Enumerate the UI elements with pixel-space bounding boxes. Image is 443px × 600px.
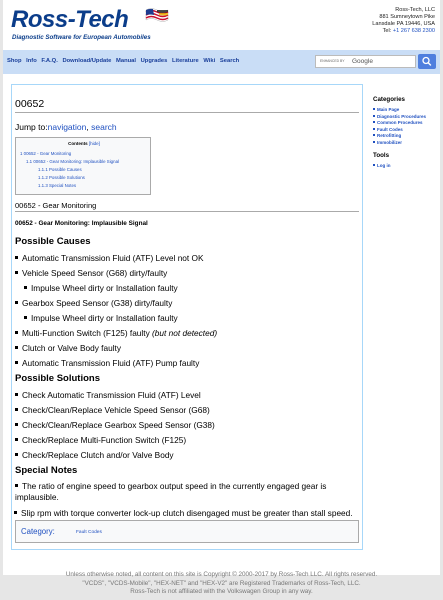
category-box — [15, 520, 359, 543]
search-enhanced-label: ENHANCED BY — [320, 59, 345, 63]
subsection-heading: 00652 - Gear Monitoring: Implausible Signal — [15, 220, 148, 227]
list-item — [15, 358, 199, 368]
bullet — [15, 301, 18, 304]
company-address — [372, 7, 435, 35]
list-item-text: Impulse Wheel dirty or Installation faulty — [31, 313, 178, 323]
list-item — [15, 450, 174, 460]
jump-to — [15, 122, 117, 132]
sidebar-item-label: Immobilizer — [377, 139, 403, 145]
list-item-text: Check/Replace Multi-Function Switch (F125) — [22, 435, 187, 445]
list-item — [15, 298, 172, 308]
list-item — [15, 328, 217, 338]
solutions-heading: Possible Solutions — [15, 373, 100, 384]
search-button[interactable] — [418, 54, 436, 69]
list-item-text: Check Automatic Transmission Fluid (ATF) Level — [22, 390, 201, 400]
bullet — [15, 346, 18, 349]
sidebar-item-label: Log in — [377, 163, 391, 168]
bullet-icon — [373, 121, 375, 123]
list-item-text: Vehicle Speed Sensor (G68) dirty/faulty — [22, 268, 168, 278]
sidebar-tools-title: Tools — [373, 152, 390, 159]
nav-upgrades[interactable]: Upgrades — [140, 58, 168, 64]
bullet — [15, 256, 18, 259]
bullet — [15, 484, 18, 487]
site-tagline: Diagnostic Software for European Automobiles — [12, 34, 151, 41]
site-header — [3, 0, 440, 50]
list-item-text: Slip rpm with torque converter lock-up clutch disengaged must be greater than stall speed. — [21, 508, 353, 518]
toc-item[interactable]: 1.1.1 Possible Causes — [38, 167, 82, 172]
bullet — [15, 361, 18, 364]
jump-search-link[interactable]: search — [91, 122, 117, 132]
list-item-text: Impulse Wheel dirty or Installation faulty — [31, 283, 178, 293]
list-item-text: Check/Clean/Replace Gearbox Speed Sensor (G38) — [22, 420, 215, 430]
notes-heading: Special Notes — [15, 465, 78, 476]
nav-links — [7, 58, 242, 64]
jump-navigation-link[interactable]: navigation — [47, 122, 87, 132]
bullet — [15, 408, 18, 411]
bullet — [24, 286, 27, 289]
nav-download[interactable]: Download/Update — [62, 58, 112, 64]
list-item-text: Gearbox Speed Sensor (G38) dirty/faulty — [22, 298, 173, 308]
sidebar-item-label: Common Procedures — [377, 120, 423, 125]
phone-line — [372, 28, 435, 35]
bullet — [15, 423, 18, 426]
list-item-text: The ratio of engine speed to gearbox output speed in the currently engaged gear is implausible. — [15, 481, 327, 502]
list-item-text: Multi-Function Switch (F125) faulty — [22, 328, 150, 338]
list-item — [24, 283, 178, 293]
footer-line: Ross-Tech is not affiliated with the Volkswagen Group in any way. — [130, 588, 313, 595]
ross-tech-logo[interactable]: Ross-Tech — [11, 6, 129, 33]
footer-line: "VCDS", "VCDS-Mobile", "HEX-NET" and "HEX-V2" are Registered Trademarks of Ross-Tech, LLC. — [82, 579, 361, 587]
bullet — [15, 453, 18, 456]
list-item — [24, 313, 178, 323]
site-footer — [0, 571, 443, 597]
search-google-label: Google — [352, 58, 373, 65]
section-heading: 00652 - Gear Monitoring — [15, 201, 97, 210]
toc-item[interactable]: 1 00652 - Gear Monitoring — [20, 151, 72, 156]
bullet — [15, 331, 18, 334]
main-content — [11, 84, 363, 550]
search-input[interactable] — [315, 55, 416, 68]
list-item — [15, 253, 204, 263]
list-item — [15, 343, 121, 353]
sidebar-item-immobilizer[interactable] — [373, 140, 437, 147]
nav-faq[interactable]: F.A.Q. — [41, 58, 58, 64]
page-frame — [3, 0, 440, 575]
causes-heading: Possible Causes — [15, 236, 91, 247]
list-item-text: Automatic Transmission Fluid (ATF) Pump faulty — [22, 358, 200, 368]
bullet-icon — [373, 141, 375, 143]
bullet-icon — [373, 115, 375, 117]
nav-shop[interactable]: Shop — [7, 58, 22, 64]
bullet — [24, 316, 27, 319]
nav-manual[interactable]: Manual — [116, 58, 136, 64]
toc-title: Contents — [68, 141, 88, 146]
list-item — [15, 435, 186, 445]
list-item-text: Clutch or Valve Body faulty — [22, 343, 121, 353]
bullet — [15, 393, 18, 396]
list-item-text: Automatic Transmission Fluid (ATF) Level not OK — [22, 253, 204, 263]
toc-item[interactable]: 1.1 00652 - Gear Monitoring: Implausible Signal — [26, 159, 119, 164]
search-icon — [418, 54, 436, 69]
address-line: Ross-Tech, LLC — [395, 7, 435, 13]
list-item — [15, 481, 357, 503]
tel-label: Tel: — [382, 28, 392, 34]
page-title: 00652 — [15, 98, 45, 110]
title-divider — [15, 112, 359, 113]
address-line: 881 Sumneytown Pike — [379, 14, 435, 20]
bullet — [15, 438, 18, 441]
list-item — [15, 390, 201, 400]
sidebar-item-log-in[interactable] — [373, 163, 437, 170]
nav-search[interactable]: Search — [219, 58, 240, 64]
jump-separator: , — [86, 122, 92, 132]
nav-wiki[interactable]: Wiki — [203, 58, 216, 64]
footer-line: Unless otherwise noted, all content on this site is Copyright © 2000-2017 by Ross-Tech LLC. All rights reserved. — [65, 571, 378, 578]
list-item-note: (but not detected) — [152, 328, 218, 338]
list-item — [14, 508, 356, 519]
list-item — [15, 420, 215, 430]
toc-item[interactable]: 1.1.2 Possible Solutions — [38, 175, 85, 180]
sidebar-item-label: Fault Codes — [377, 126, 403, 132]
jump-label: Jump to: — [15, 122, 48, 132]
table-of-contents — [15, 137, 151, 195]
address-line: Lansdale PA 19446, USA — [372, 21, 435, 27]
category-fault-codes-link[interactable]: Fault Codes — [76, 529, 102, 535]
tel-link[interactable]: +1 267 638 2300 — [392, 28, 435, 34]
category-label[interactable]: Category: — [21, 527, 55, 536]
sidebar-item-label: Diagnostic Procedures — [377, 113, 427, 119]
bullet — [14, 511, 17, 514]
bullet-icon — [373, 128, 375, 130]
bullet-icon — [373, 134, 375, 136]
sidebar-categories-title: Categories — [373, 96, 405, 103]
bullet — [15, 271, 18, 274]
toc-hide-link[interactable]: [hide] — [88, 141, 100, 146]
sidebar — [373, 96, 437, 170]
nav-bar — [3, 50, 440, 74]
list-item — [15, 405, 210, 415]
flag-logo-icon — [145, 6, 169, 24]
list-item — [15, 268, 167, 278]
section-divider — [15, 211, 359, 212]
sidebar-item-label: Retrofitting — [377, 133, 402, 138]
bullet-icon — [373, 108, 375, 110]
toc-item[interactable]: 1.1.3 Special Notes — [38, 183, 77, 188]
list-item-text: Check/Replace Clutch and/or Valve Body — [22, 450, 174, 460]
nav-info[interactable]: Info — [26, 58, 37, 64]
bullet-icon — [373, 164, 375, 166]
nav-literature[interactable]: Literature — [172, 58, 199, 64]
list-item-text: Check/Clean/Replace Vehicle Speed Sensor (G68) — [22, 405, 210, 415]
toc-header — [16, 141, 152, 146]
sidebar-item-label: Main Page — [377, 107, 400, 112]
